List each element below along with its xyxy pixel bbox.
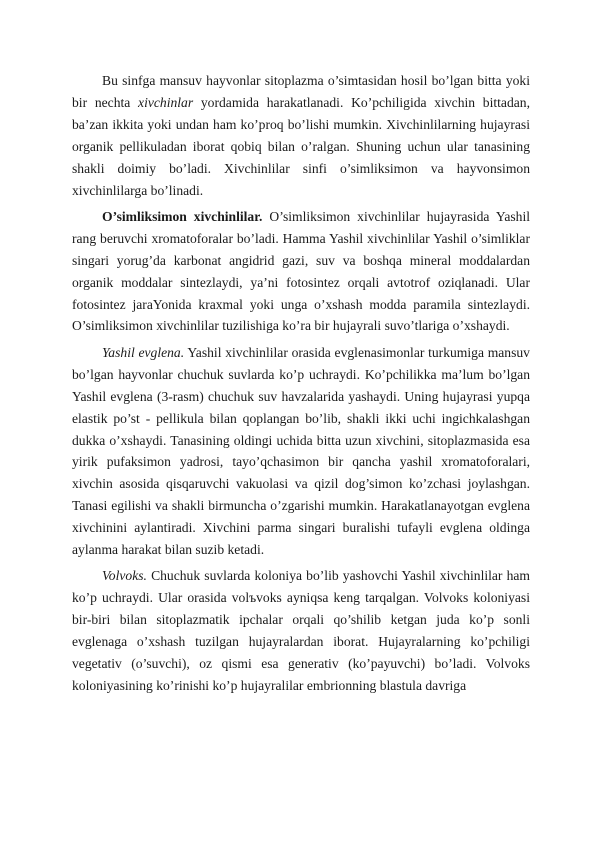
paragraph-plantlike-text: O’simliksimon xivchinlilar hujayrasida Yashil rang beruvchi xromatoforalar bo’ladi. Hamma Yashil xivchinlilar Yashil o’simliklar singari yorug’da karbonat angidrid gazi, suv va boshqa mineral moddalardan organik moddalar sintezlaydi, ya’ni fotosintez orqali avtotrof oziqlanadi. Ular fotosintez jaraYonida kraxmal yoki unga o’xshash modda paramila sintezlaydi. O’simliksimon xivchinlilar tuzilishiga ko’ra bir hujayrali suvo’tlariga o’xshaydi. (72, 208, 530, 334)
paragraph-plantlike-flagellates (72, 206, 530, 337)
paragraph-euglena (72, 342, 530, 561)
paragraph-intro-italic: xivchinlar (138, 94, 194, 110)
paragraph-volvox (72, 565, 530, 696)
section-heading-volvox: Volvoks. (102, 568, 147, 584)
paragraph-intro-text-after: yordamida harakatlanadi. Ko’pchiligida xivchin bittadan, ba’zan ikkita yoki undan ham ko’proq bo’lishi mumkin. Xivchinlilarning hujayrasi organik pellikuladan iborat qobiq bilan o’ralgan. Shuning uchun ular tanasining shakli doimiy bo’ladi. Xivchinlilar sinfi o’simliksimon va hayvonsimon xivchinlilarga bo’linadi. (72, 94, 530, 198)
section-heading-euglena: Yashil evglena. (102, 344, 185, 360)
paragraph-intro-text: Bu sinfga mansuv hayvonlar sitoplazma o’simtasidan hosil bo’lgan bitta yoki bir nechta (72, 73, 530, 110)
section-heading-plantlike: O’simliksimon xivchinlilar. (102, 208, 263, 224)
paragraph-volvox-text: Chuchuk suvlarda koloniya bo’lib yashovchi Yashil xivchinlilar ham ko’p uchraydi. Ular orasida volъvoks ayniqsa keng tarqalgan. Volvoks koloniyasi bir-biri bilan sitoplazmatik ipchalar orqali qo’shilib ketgan juda ko’p sonli evglenaga o’xshash tuzilgan hujayralardan iborat. Hujayralarning ko’pchiligi vegetativ (o’suvchi), oz qismi esa generativ (ko’payuvchi) bo’ladi. Volvoks koloniyasining ko’rinishi ko’p hujayralilar embrionning blastula davriga (72, 568, 530, 693)
paragraph-euglena-text: Yashil xivchinlilar orasida evglenasimonlar turkumiga mansuv bo’lgan hayvonlar chuchuk suvlarda ko’p uchraydi. Ko’pchilikka ma’lum bo’lgan Yashil evglena (3-rasm) chuchuk suv havzalarida yashaydi. Uning hujayrasi yupqa elastik po’st - pellikula bilan qoplangan bo’lib, shakli ikki uchi ingichkalashgan dukka o’xshaydi. Tanasining oldingi uchida bitta uzun xivchini, sitoplazmasida esa yirik pufaksimon yadrosi, tayo’qchasimon bir qancha yashil xromatoforalari, xivchin asosida qisqaruvchi vakuolasi va qizil dog’simon ko’zchasi joylashgan. Tanasi egilishi va shakli birmuncha o’zgarishi mumkin. Harakatlanayotgan evglena xivchinini aylantiradi. Xivchini parma singari buralishi tufayli evglena oldinga aylanma harakat bilan suzib ketadi. (72, 344, 530, 558)
document-page (72, 70, 530, 701)
paragraph-intro (72, 70, 530, 201)
